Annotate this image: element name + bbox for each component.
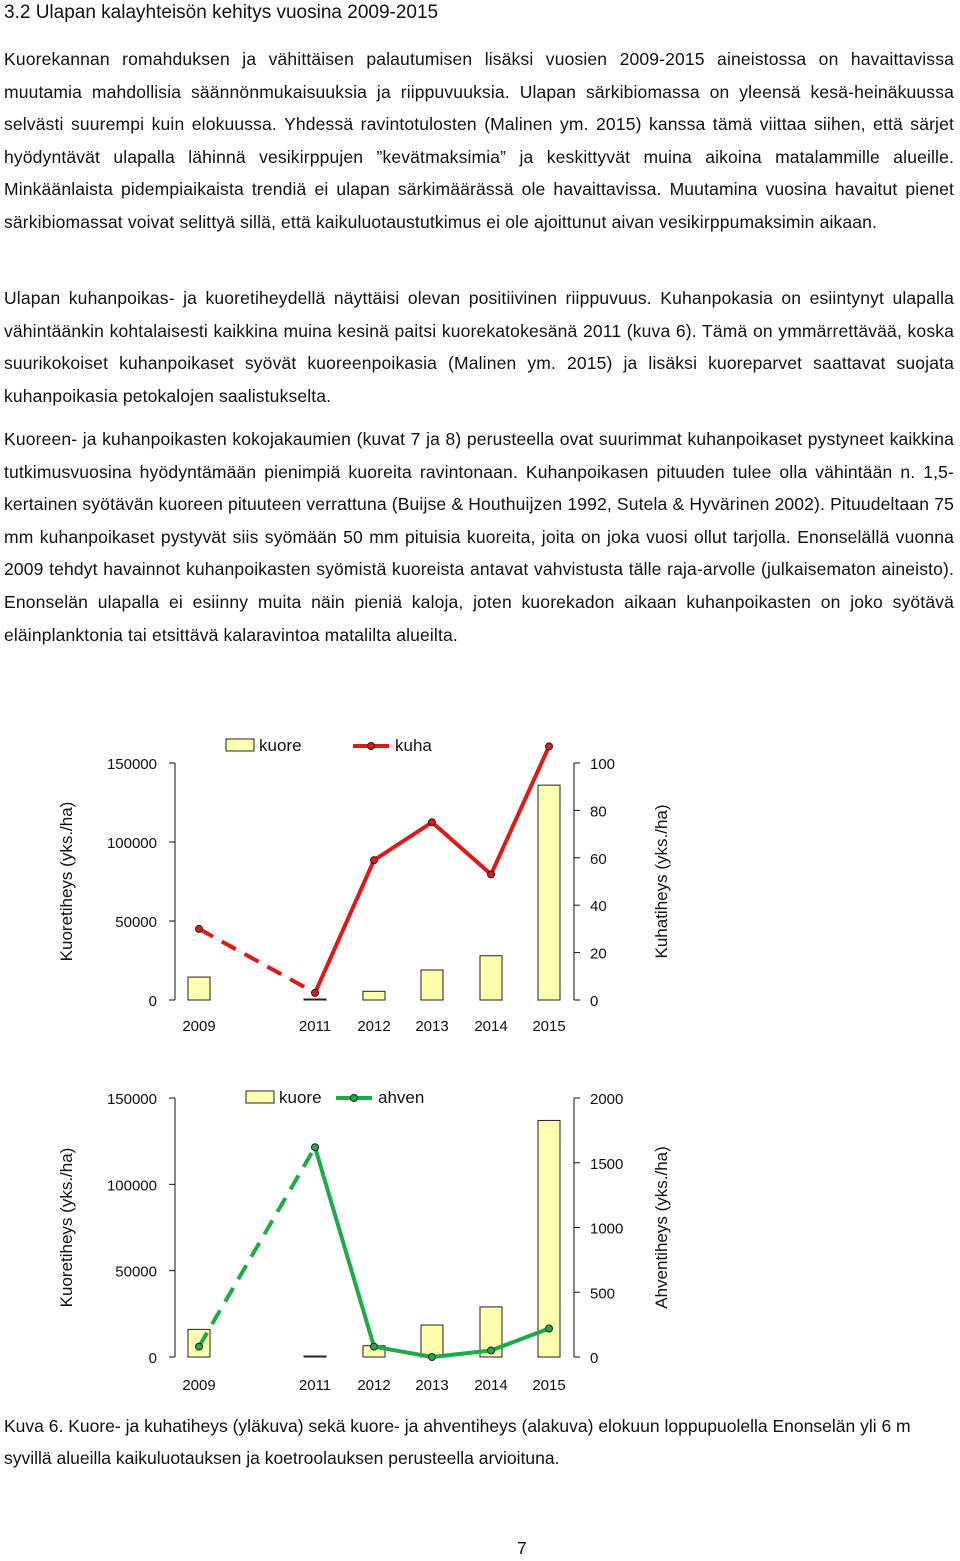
line-marker-kuha (488, 871, 495, 878)
x-tick-label: 2009 (182, 1018, 216, 1035)
left-tick-label: 100000 (106, 1177, 157, 1195)
line-segment-dashed-ahven (199, 1147, 315, 1346)
x-tick-label: 2013 (415, 1377, 449, 1394)
line-marker-ahven (196, 1343, 203, 1350)
line-marker-ahven (429, 1354, 436, 1361)
right-axis-title: Ahventiheys (yks./ha) (652, 1146, 671, 1309)
line-marker-kuha (371, 857, 378, 864)
line-segment-kuha (315, 860, 374, 993)
line-marker-kuha (196, 925, 203, 932)
chart-kuore-kuha (0, 715, 700, 1045)
bar-kuore (421, 1325, 443, 1357)
right-tick-label: 1500 (590, 1155, 624, 1173)
x-tick-label: 2013 (415, 1018, 449, 1035)
right-axis-title: Kuhatiheys (yks./ha) (652, 804, 671, 959)
line-marker-kuha (546, 743, 553, 750)
bar-kuore (304, 999, 326, 1000)
bar-kuore (538, 785, 560, 1000)
right-tick-label: 40 (590, 898, 607, 916)
bar-kuore (304, 1356, 326, 1357)
x-tick-label: 2009 (182, 1377, 216, 1394)
legend-swatch-kuore (246, 1091, 274, 1103)
right-tick-label: 60 (590, 850, 607, 868)
line-marker-ahven (371, 1343, 378, 1350)
line-marker-ahven (488, 1347, 495, 1354)
line-segment-ahven (315, 1147, 374, 1346)
legend-label-kuha: kuha (395, 736, 432, 755)
legend-marker-ahven (351, 1095, 358, 1102)
right-tick-label: 0 (590, 993, 599, 1010)
x-tick-label: 2011 (298, 1018, 332, 1035)
right-tick-label: 80 (590, 803, 607, 821)
x-tick-label: 2014 (474, 1018, 508, 1035)
left-axis-title: Kuoretiheys (yks./ha) (57, 801, 76, 962)
legend-swatch-kuore (226, 739, 254, 751)
x-tick-label: 2015 (532, 1377, 566, 1394)
left-tick-label: 150000 (106, 756, 157, 773)
paragraph-3: Kuoreen- ja kuhanpoikasten kokojakaumien (kuvat 7 ja 8) perusteella ovat suurimmat kuhanpoikaset pystyneet kaikkina tutkimusvuosina hyödyntämään pienimpiä kuoreita ravintonaan. Kuhanpoikasen pituuden tulee olla vähintään n. 1,5-kertainen syötävän kuoreen pituuteen verrattuna (Buijse & Houthuijzen 1992, Sutela & Hyvärinen 2002). Pituudeltaan 75 mm kuhanpoikaset pystyvät siis syömään 50 mm pituisia kuoreita, joita on joka vuosi ollut tarjolla. Enonselällä vuonna 2009 tehdyt havainnot kuhanpoikasten syömistä kuoreista antavat vahvistusta tälle raja-arvolle (julkaisematon aineisto). Enonselän ulapalla ei esiinny muita näin pieniä kaloja, joten kuorekadon aikaan kuhanpoikasten on joko syötävä eläinplanktonia tai etsittävä kalaravintoa matalilta alueilta. (4, 429, 954, 645)
bar-kuore (538, 1120, 560, 1357)
left-tick-label: 50000 (115, 1263, 157, 1281)
paragraph-2: Ulapan kuhanpoikas- ja kuoretiheydellä näyttäisi olevan positiivinen riippuvuus. Kuhanpokasia on esiintynyt ulapalla vähintäänkin kohtalaisesti kaikkina muina kesinä paitsi kuorekatokesänä 2011 (kuva 6). Tämä on ymmärrettävää, koska suurikokoiset kuhanpoikaset syövät kuoreenpoikasia (Malinen ym. 2015) ja lisäksi kuoreparvet saattavat suojata kuhanpoikasia petokalojen saalistukselta. (4, 288, 954, 406)
right-tick-label: 500 (590, 1285, 616, 1303)
bar-kuore (188, 977, 210, 1000)
left-tick-label: 50000 (115, 914, 157, 931)
x-tick-label: 2012 (357, 1377, 391, 1394)
legend-label-ahven: ahven (378, 1088, 425, 1107)
right-tick-label: 2000 (590, 1091, 624, 1108)
figure-caption: Kuva 6. Kuore- ja kuhatiheys (yläkuva) sekä kuore- ja ahventiheys (alakuva) elokuun loppupuolella Enonselän yli 6 m syvillä alueilla kaikuluotauksen ja koetroolauksen perusteella arvioituna. (4, 1416, 911, 1468)
line-marker-kuha (429, 819, 436, 826)
line-segment-kuha (374, 822, 432, 860)
left-tick-label: 100000 (106, 835, 157, 852)
x-tick-label: 2015 (532, 1018, 566, 1035)
line-marker-kuha (312, 989, 319, 996)
x-tick-label: 2012 (357, 1018, 391, 1035)
left-tick-label: 150000 (106, 1091, 157, 1108)
legend-label-kuore: kuore (259, 736, 302, 755)
bar-kuore (480, 956, 502, 1000)
left-tick-label: 0 (148, 993, 157, 1010)
right-tick-label: 0 (590, 1350, 599, 1367)
page-number: 7 (517, 1538, 527, 1558)
line-segment-kuha (432, 822, 491, 874)
right-tick-label: 1000 (590, 1220, 624, 1238)
section-heading: 3.2 Ulapan kalayhteisön kehitys vuosina 2009-2015 (4, 2, 439, 23)
bar-kuore (363, 991, 385, 1000)
line-marker-ahven (312, 1144, 319, 1151)
right-tick-label: 100 (590, 756, 616, 773)
x-tick-label: 2014 (474, 1377, 508, 1394)
legend-label-kuore: kuore (279, 1088, 322, 1107)
x-tick-label: 2011 (298, 1377, 332, 1394)
chart-kuore-ahven (0, 1070, 700, 1400)
right-tick-label: 20 (590, 945, 607, 963)
legend-marker-kuha (368, 743, 375, 750)
bar-kuore (421, 970, 443, 1000)
left-axis-title: Kuoretiheys (yks./ha) (57, 1147, 76, 1308)
paragraph-1: Kuorekannan romahduksen ja vähittäisen palautumisen lisäksi vuosien 2009-2015 aineistossa on havaittavissa muutamia mahdollisia säännönmukaisuuksia ja riippuvuuksia. Ulapan särkibiomassa on yleensä kesä-heinäkuussa selvästi suurempi kuin elokuussa. Yhdessä ravintotulosten (Malinen ym. 2015) kanssa tämä viittaa siihen, että särjet hyödyntävät ulapalla lähinnä vesikirppujen ”kevätmaksimia” ja keskittyvät muina aikoina matalammille alueille. Minkäänlaista pidempiaikaista trendiä ei ulapan särkimäärässä ole havaittavissa. Muutamina vuosina havaitut pienet särkibiomassat voivat selittyä sillä, että kaikuluotaustutkimus ei ole ajoittunut aivan vesikirppumaksimin aikaan. (4, 49, 954, 232)
line-marker-ahven (546, 1325, 553, 1332)
left-tick-label: 0 (148, 1350, 157, 1367)
line-segment-dashed-kuha (199, 929, 315, 993)
